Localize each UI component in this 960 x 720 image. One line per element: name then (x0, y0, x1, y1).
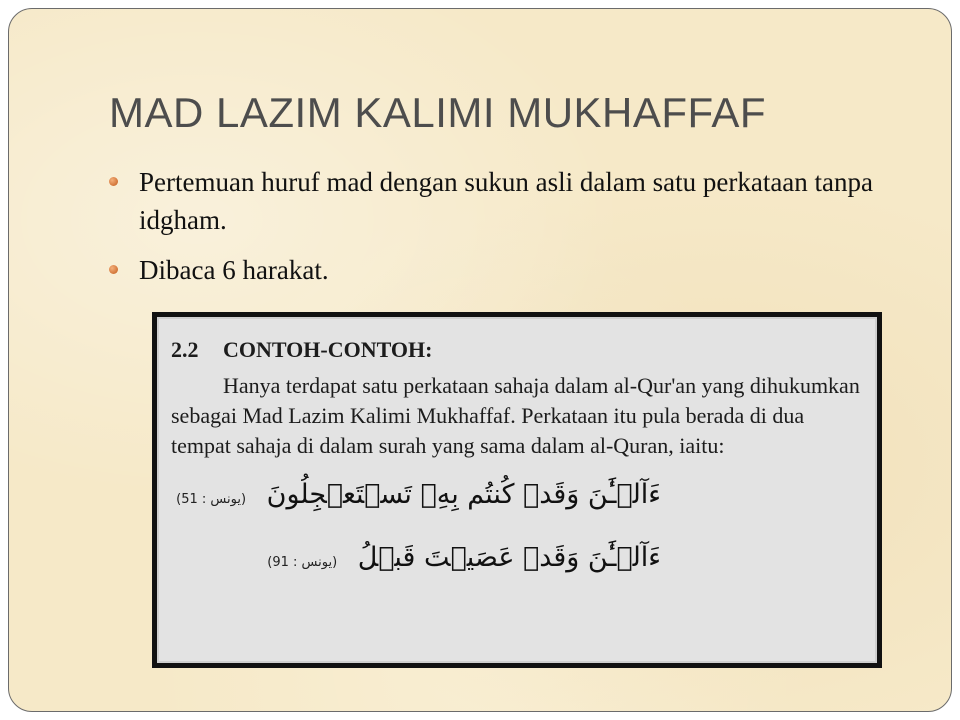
book-page-scan (157, 317, 877, 663)
verse-line (171, 536, 661, 585)
section-heading (171, 337, 861, 363)
section-paragraph: Hanya terdapat satu perkataan sahaja dalam al-Qur'an yang dihukumkan sebagai Mad Lazim Kalimi Mukhaffaf. Perkataan itu pula berada di dua tempat sahaja di dalam surah yang sama dalam al-Quran, iaitu: (171, 373, 860, 458)
section-heading-text: CONTOH-CONTOH: (223, 337, 433, 362)
verse-reference: (يونس : 91) (267, 555, 338, 570)
bullet-dot-icon (109, 265, 118, 274)
bullet-item (109, 251, 929, 289)
book-page-image (152, 312, 882, 668)
bullet-item (109, 163, 929, 239)
slide-title: MAD LAZIM KALIMI MUKHAFFAF (109, 89, 767, 136)
bullet-text: Dibaca 6 harakat. (139, 255, 329, 285)
verse-reference: (يونس : 51) (176, 492, 247, 507)
bullet-text: Pertemuan huruf mad dengan sukun asli dalam satu perkataan tanpa idgham. (139, 167, 874, 235)
slide (8, 8, 952, 712)
section-number: 2.2 (171, 337, 199, 362)
verse-text: ءَآلۡـَٰٔنَ وَقَدۡ عَصَيۡتَ قَبۡلُ (357, 542, 661, 573)
bullet-dot-icon (109, 177, 118, 186)
book-page-content (171, 337, 861, 585)
verse-text: ءَآلۡـَٰٔنَ وَقَدۡ كُنتُم بِهِۦ تَسۡتَعۡجِلُونَ (266, 479, 661, 510)
verse-line (171, 473, 661, 522)
bullet-list (109, 163, 929, 301)
